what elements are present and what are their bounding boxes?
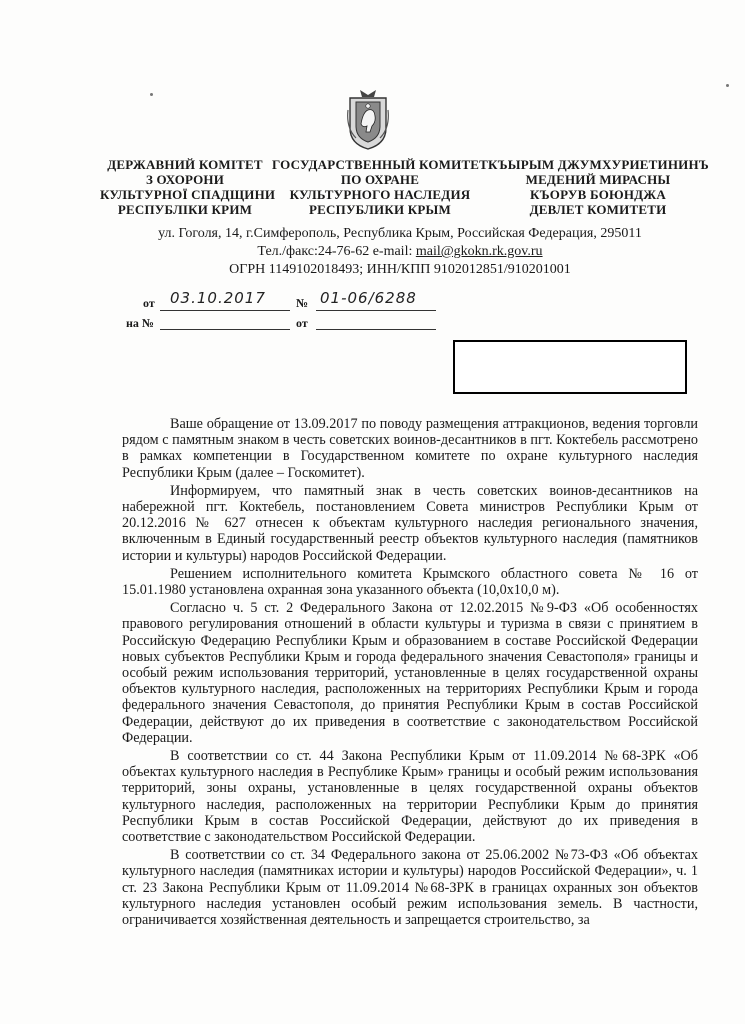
redacted-addressee-box bbox=[453, 340, 687, 394]
paragraph: Информируем, что памятный знак в честь советских воинов-десантников на набережной пгт. Коктебель, постановлением Совета министров Республики Крым от 20.12.2016 № 627 отнесен к объектам культурного наследия регионального значения, включенным в Единый государственный реестр объектов культурного наследия (памятников истории и культуры) народов Российской Федерации. bbox=[122, 482, 698, 564]
letterhead-ukrainian bbox=[100, 157, 276, 217]
phone-email-line bbox=[120, 244, 680, 260]
number-label: № bbox=[296, 296, 309, 310]
letterhead-russian bbox=[272, 157, 488, 217]
letterhead-line: МЕДЕНИЙ МИРАСНЫ bbox=[525, 172, 671, 187]
letterhead-line: З ОХОРОНИ bbox=[145, 172, 225, 187]
paragraph: В соответствии со ст. 34 Федерального закона от 25.06.2002 №73-ФЗ «Об объектах культурного наследия (памятниках истории и культуры) народов Российской Федерации», ч. 1 ст. 23 Закона Республики Крым от 11.09.2014 №68-ЗРК в границах охранных зон объектов культурного наследия установлен особый режим использования земель. В частности, ограничивается хозяйственная деятельность и запрещается строительство, за bbox=[122, 847, 698, 929]
letter-body bbox=[122, 416, 698, 928]
paragraph: Согласно ч. 5 ст. 2 Федерального Закона от 12.02.2015 №9-ФЗ «Об особенностях правового регулирования отношений в области культуры и туризма в связи с принятием в Российскую Федерацию Республики Крым и образованием в составе Российской Федерации новых субъектов Республики Крым и города федерального значения Севастополя» границы и особый режим использования территорий, установленные в целях государственной охраны объектов культурного наследия, расположенных на территориях Республики Крым и города федерального значения Севастополя, до принятия Республики Крым в состав Российской Федерации, действуют до их приведения в соответствие с законодательством Российской Федерации. bbox=[122, 600, 698, 746]
paragraph: Ваше обращение от 13.09.2017 по поводу размещения аттракционов, ведения торговли рядом с памятным знаком в честь советских воинов-десантников в пгт. Коктебель рассмотрено в рамках компетенции в Государственном комитете по охране культурного наследия Республики Крым (далее – Госкомитет). bbox=[122, 416, 698, 481]
letterhead-line: КУЛЬТУРНОЇ СПАДЩИНИ bbox=[100, 187, 276, 202]
reference-date-field bbox=[316, 311, 436, 330]
date-label: от bbox=[143, 296, 155, 310]
scan-speck bbox=[150, 93, 153, 96]
phone-label: Тел./факс:24-76-62 e-mail: bbox=[257, 244, 416, 259]
paragraph: Решением исполнительного комитета Крымского областного совета № 16 от 15.01.1980 установлена охранная зона указанного объекта (10,0х10,0 м). bbox=[122, 565, 698, 599]
email-link[interactable]: mail@gkokn.rk.gov.ru bbox=[415, 244, 543, 259]
letterhead-line: ДЕРЖАВНИЙ КОМІТЕТ bbox=[107, 157, 263, 172]
crimea-coat-of-arms-icon bbox=[346, 88, 390, 150]
letterhead-line: РЕСПУБЛІКИ КРИМ bbox=[117, 202, 253, 217]
reference-number-label: на № bbox=[126, 316, 154, 330]
letterhead-line: ДЕВЛЕТ КОМИТЕТИ bbox=[529, 202, 667, 217]
handwritten-date: 03.10.2017 bbox=[170, 289, 266, 307]
letterhead-line: РЕСПУБЛИКИ КРЫМ bbox=[309, 202, 451, 217]
letterhead-line: КУЛЬТУРНОГО НАСЛЕДИЯ bbox=[289, 187, 471, 202]
letterhead-line: КЪОРУВ БОЮНДЖА bbox=[530, 187, 666, 202]
handwritten-number: 01-06/6288 bbox=[320, 289, 417, 307]
letterhead-line: КЪЫРЫМ ДЖУМХУРИЕТИНИНЪ bbox=[488, 157, 709, 172]
scan-speck bbox=[726, 84, 729, 87]
letterhead-crimean-tatar bbox=[488, 157, 708, 217]
reference-date-label: от bbox=[296, 316, 308, 330]
reference-number-field bbox=[160, 311, 290, 330]
letterhead-line: ПО ОХРАНЕ bbox=[340, 172, 420, 187]
letterhead-line: ГОСУДАРСТВЕННЫЙ КОМИТЕТ bbox=[272, 157, 489, 172]
address-line: ул. Гоголя, 14, г.Симферополь, Республика Крым, Российская Федерация, 295011 bbox=[158, 226, 642, 241]
paragraph: В соответствии со ст. 44 Закона Республики Крым от 11.09.2014 №68-ЗРК «Об объектах культурного наследия в Республике Крым» границы и особый режим использования территорий, зоны охраны, установленные в целях государственной охраны объектов культурного наследия, расположенных на территории Республики Крым до принятия Республики Крым в состав Российской Федерации, действуют до их приведения в соответствие с законодательством Российской Федерации. bbox=[122, 748, 698, 846]
registration-line: ОГРН 1149102018493; ИНН/КПП 9102012851/910201001 bbox=[229, 262, 571, 277]
